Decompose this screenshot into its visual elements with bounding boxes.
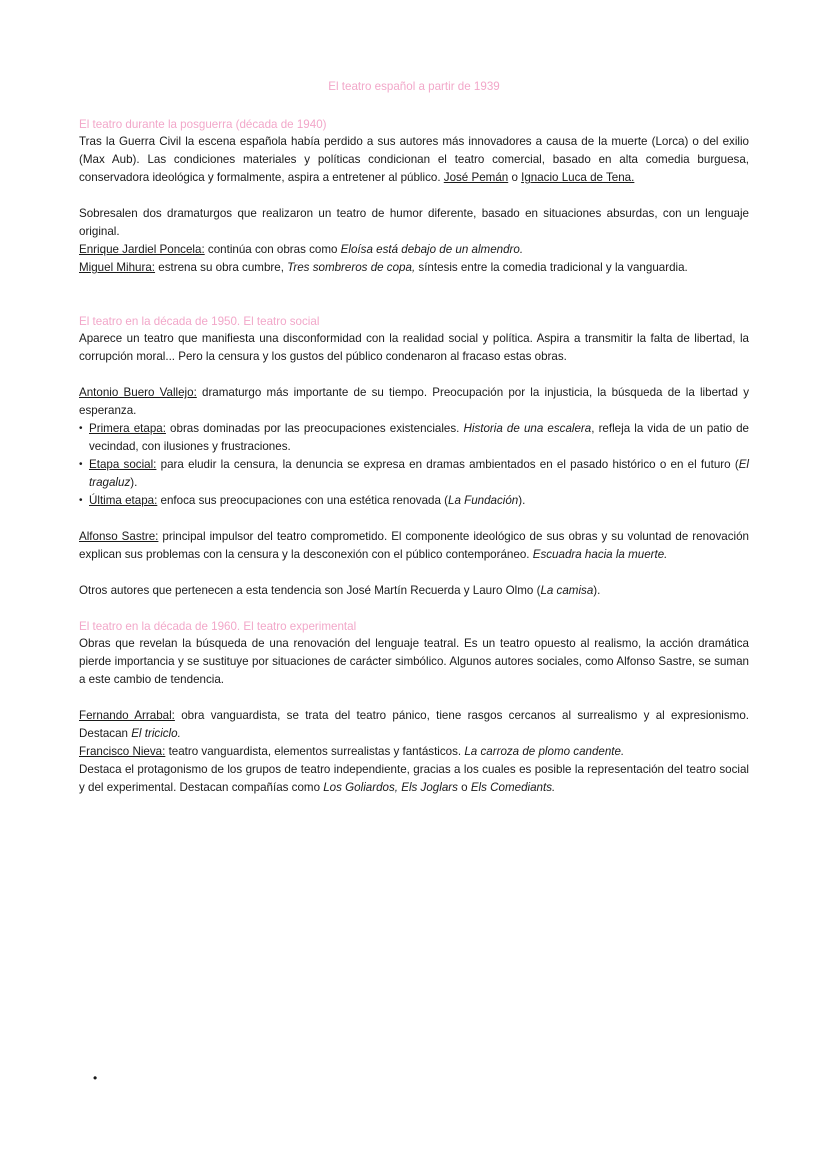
author-ignacio-luca-de-tena: Ignacio Luca de Tena.: [521, 171, 635, 184]
paragraph-arrabal: [79, 707, 749, 743]
stage-label: Primera etapa:: [89, 422, 166, 435]
author-buero-vallejo: Antonio Buero Vallejo:: [79, 386, 197, 399]
work-la-carroza: La carroza de plomo candente.: [464, 745, 625, 758]
section-heading-posguerra: El teatro durante la posguerra (década de 1940): [79, 118, 327, 131]
paragraph-dramaturgos-humor: Sobresalen dos dramaturgos que realizaron un teatro de humor diferente, basado en situaciones absurdas, con un lenguaje original.: [79, 207, 749, 238]
text: enfoca sus preocupaciones con una estética renovada (: [157, 494, 448, 507]
work-historia-escalera: Historia de una escalera: [463, 422, 592, 435]
buero-stages-list: [79, 420, 749, 510]
list-item: [79, 492, 749, 510]
work-el-tragaluz: El tragaluz: [89, 458, 749, 489]
work-la-camisa: La camisa: [540, 584, 594, 597]
text: ).: [518, 494, 526, 507]
author-mihura: Miguel Mihura:: [79, 261, 156, 274]
paragraph-mihura: [79, 259, 749, 277]
text: o: [508, 171, 522, 184]
author-nieva: Francisco Nieva:: [79, 745, 166, 758]
document-page: [79, 78, 749, 797]
company-els-joglars: Els Joglars: [401, 781, 458, 794]
text: o: [457, 781, 471, 794]
author-jardiel-poncela: Enrique Jardiel Poncela:: [79, 243, 205, 256]
text: principal impulsor del teatro comprometido. El componente ideológico de sus obras y su voluntad de renovación explican sus problemas con la censura y la desconexión con el público contemporáneo.: [79, 530, 749, 561]
section-heading-teatro-social: El teatro en la década de 1950. El teatro social: [79, 315, 320, 328]
text: obras dominadas por las preocupaciones existenciales.: [165, 422, 464, 435]
paragraph-otros-autores: [79, 582, 749, 600]
author-jose-peman: José Pemán: [443, 171, 509, 184]
bottom-bullet-mark: •: [93, 1071, 98, 1085]
text: teatro vanguardista, elementos surrealistas y fantásticos.: [165, 745, 465, 758]
author-arrabal: Fernando Arrabal:: [79, 709, 175, 722]
paragraph-sastre: [79, 528, 749, 564]
text: , refleja la vida de un patio de vecindad, con ilusiones y frustraciones.: [89, 422, 749, 453]
paragraph-buero: [79, 384, 749, 420]
text: Tras la Guerra Civil la escena española había perdido a sus autores más innovadores a causa de la muerte (Lorca) o del exilio (Max Aub). Las condiciones materiales y políticas condicionan el teatro comercial, basado en alta comedia burguesa, conservadora ideológica y formalmente, aspira a entretener al público.: [79, 135, 749, 184]
text: ).: [130, 476, 138, 489]
paragraph-jardiel: [79, 241, 749, 259]
paragraph-teatro-social-intro: Aparece un teatro que manifiesta una disconformidad con la realidad social y política. Aspira a transmitir la falta de libertad, la corrupción moral... Pero la censura y los gustos del público condenaron al fracaso estas obras.: [79, 332, 749, 363]
text: obra vanguardista, se trata del teatro pánico, tiene rasgos cercanos al surrealismo y al expresionismo. Destacan: [79, 709, 749, 740]
list-item: [79, 456, 749, 492]
stage-label: Última etapa:: [89, 494, 158, 507]
work-eloisa: Eloísa está debajo de un almendro.: [340, 243, 524, 256]
work-el-triciclo: El triciclo.: [131, 727, 181, 740]
paragraph-grupos-independientes: [79, 761, 749, 797]
text: ).: [593, 584, 601, 597]
text: Otros autores que pertenecen a esta tendencia son José Martín Recuerda y Lauro Olmo (: [79, 584, 541, 597]
page-title: El teatro español a partir de 1939: [328, 80, 500, 93]
author-sastre: Alfonso Sastre:: [79, 530, 159, 543]
section-heading-teatro-experimental: El teatro en la década de 1960. El teatro experimental: [79, 620, 357, 633]
text: para eludir la censura, la denuncia se expresa en dramas ambientados en el pasado histórico o en el futuro (: [156, 458, 739, 471]
paragraph-nieva: [79, 743, 749, 761]
text: continúa con obras como: [204, 243, 341, 256]
text: síntesis entre la comedia tradicional y la vanguardia.: [415, 261, 688, 274]
text: estrena su obra cumbre,: [155, 261, 288, 274]
paragraph-posguerra-intro: [79, 133, 749, 187]
work-la-fundacion: La Fundación: [448, 494, 519, 507]
work-tres-sombreros: Tres sombreros de copa,: [287, 261, 416, 274]
list-item: [79, 420, 749, 456]
paragraph-experimental-intro: Obras que revelan la búsqueda de una renovación del lenguaje teatral. Es un teatro opuesto al realismo, la acción dramática pierde importancia y se sustituye por situaciones de carácter simbólico. Algunos autores sociales, como Alfonso Sastre, se suman a este cambio de tendencia.: [79, 637, 749, 686]
text: Destaca el protagonismo de los grupos de teatro independiente, gracias a los cuales es posible la representación del teatro social y del experimental. Destacan compañías como: [79, 763, 749, 794]
work-escuadra: Escuadra hacia la muerte.: [532, 548, 668, 561]
company-los-goliardos: Los Goliardos,: [323, 781, 398, 794]
company-els-comediants: Els Comediants.: [470, 781, 556, 794]
text: dramaturgo más importante de su tiempo. Preocupación por la injusticia, la búsqueda de la libertad y esperanza.: [79, 386, 749, 417]
stage-label: Etapa social:: [89, 458, 157, 471]
